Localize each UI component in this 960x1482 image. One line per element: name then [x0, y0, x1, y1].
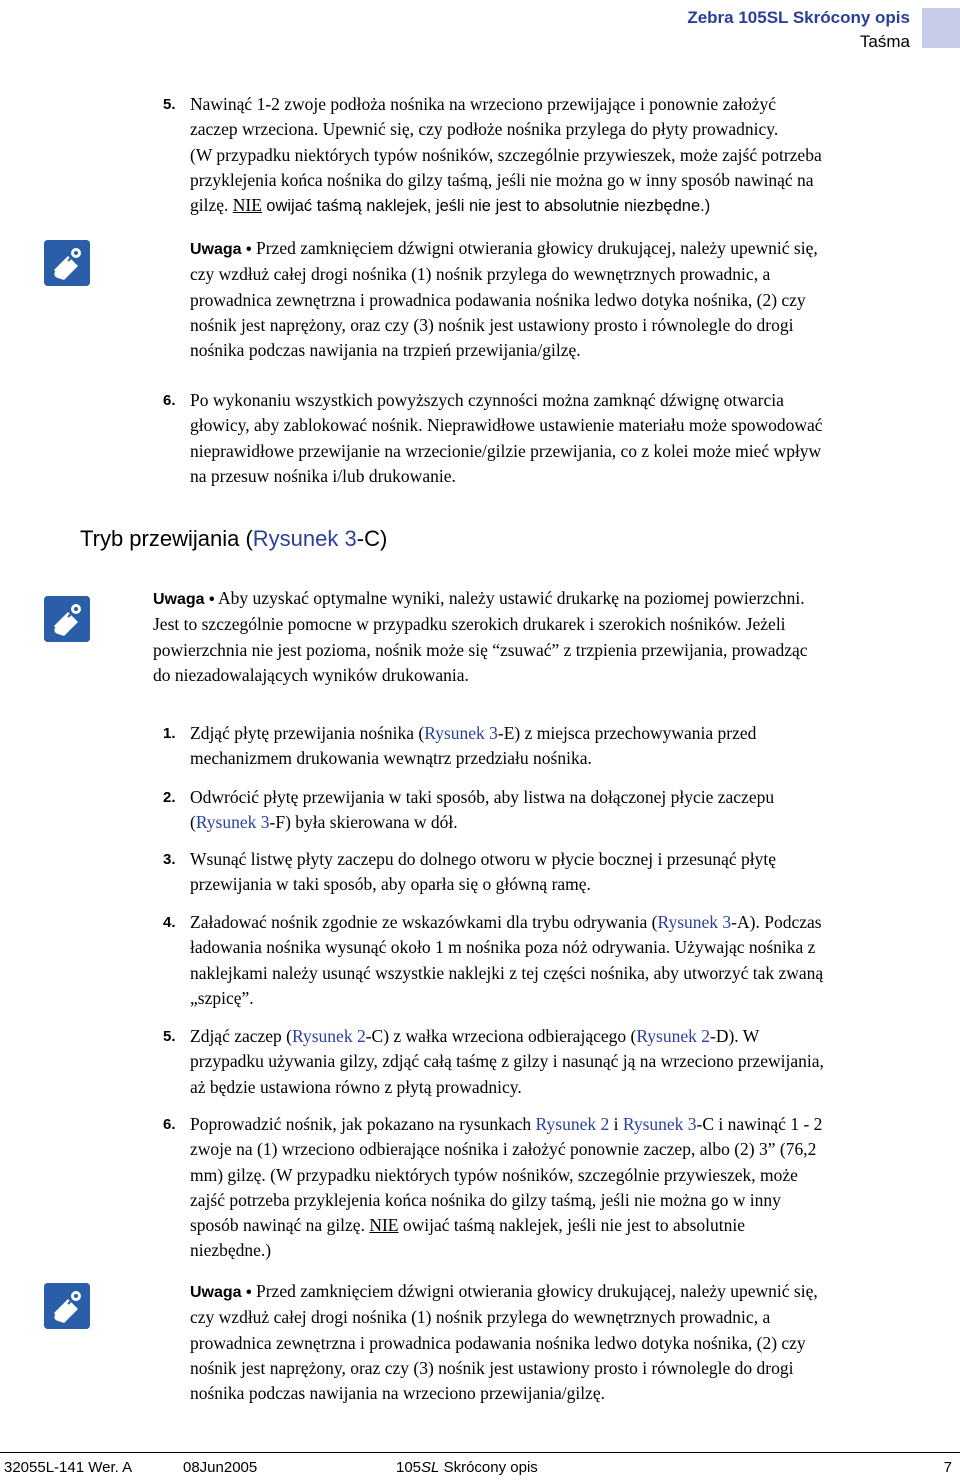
text-run: -E) z miejsca przechowywania przed	[497, 723, 757, 743]
footer-title-text: SL	[421, 1459, 440, 1476]
running-header-subtitle: Taśma	[859, 32, 910, 51]
text-line: „szpicę”.	[190, 987, 254, 1008]
text-line: powierzchnia nie jest pozioma, nośnik może się “zsuwać” z trzpienia przewijania, prowadząc	[153, 639, 808, 660]
step-number: 1.	[163, 725, 176, 742]
text-line: naklejkami należy usunąć wszystkie naklejki z tej części nośnika, aby utworzyć tak zwaną	[190, 962, 824, 983]
heading-text: Tryb przewijania (	[80, 526, 253, 551]
text-line: do niezadowalających wyników drukowania.	[153, 664, 469, 685]
note-2	[153, 586, 953, 688]
text-line: prowadnica zewnętrzna i prowadnica podawania nośnika ledwo dotyka nośnika, (2) czy	[190, 289, 806, 310]
text-line	[190, 1213, 950, 1238]
text-line: nieprawidłowe przewijanie na wrzecionie/gilzie przewijania, co z kolei może mieć wpływ	[190, 440, 822, 461]
text-line: Odwrócić płytę przewijania w taki sposób, aby listwa na dołączonej płycie zaczepu	[190, 787, 775, 807]
note-label: Uwaga •	[153, 591, 215, 608]
step-number: 6.	[163, 392, 176, 409]
text-line: zwoje na (1) wrzeciono odbierające nośnika i założyć ponownie zaczep, albo (2) 3” (76,2	[190, 1139, 817, 1160]
text-line: głowicy, aby zablokować nośnik. Nieprawidłowe ustawienie materiału może spowodować	[190, 415, 823, 436]
step-number: 6.	[163, 1116, 176, 1133]
text-line	[190, 721, 940, 746]
text-line: czy wzdłuż całej drogi nośnika (1) nośnik przylega do wewnętrznych prowadnic, a	[190, 1307, 771, 1328]
text-line	[190, 910, 950, 935]
note-1	[190, 236, 940, 363]
text-line: Wsunąć listwę płyty zaczepu do dolnego otworu w płycie bocznej i przesunąć płytę	[190, 849, 777, 869]
figure-link[interactable]: Rysunek 2	[535, 1114, 610, 1134]
text-run: owijać taśmą naklejek, jeśli nie jest to absolutnie niezbędne.)	[266, 197, 711, 216]
text-line: Nawinąć 1-2 zwoje podłoża nośnika na wrzeciono przewijające i ponownie założyć	[190, 94, 777, 114]
text-line	[190, 193, 930, 219]
figure-link[interactable]: Rysunek 3	[657, 912, 732, 932]
footer-title-text: 105	[396, 1459, 422, 1476]
footer-date: 08Jun2005	[183, 1459, 258, 1476]
text-run: -F) była skierowana w dół.	[269, 812, 458, 833]
note-label: Uwaga •	[190, 241, 252, 258]
step-number: 4.	[163, 914, 176, 931]
text-run: Poprowadzić nośnik, jak pokazano na rysunkach	[190, 1114, 532, 1134]
text-run: Zdjąć zaczep (	[190, 1026, 293, 1046]
text-line: (W przypadku niektórych typów nośników, szczególnie przywieszek, może zajść potrzeba	[190, 144, 822, 165]
page-number: 7	[943, 1459, 952, 1476]
text-run: (	[190, 812, 196, 833]
text-run: sposób nawinąć na gilzę.	[190, 1215, 365, 1236]
text-run: -A). Podczas	[731, 912, 822, 932]
text-line	[153, 586, 953, 612]
note-label: Uwaga •	[190, 1284, 252, 1301]
text-line: mechanizmem drukowania wewnątrz przedziału nośnika.	[190, 748, 592, 769]
text-line: nośnika podczas nawijania na wrzeciono przewijania/gilzę.	[190, 1383, 605, 1404]
figure-link[interactable]: Rysunek 2	[292, 1026, 366, 1046]
step-number: 2.	[163, 789, 176, 806]
text-run: Przed zamknięciem dźwigni otwierania głowicy drukującej, należy upewnić się,	[256, 238, 818, 258]
heading-text: -C)	[356, 526, 388, 551]
step-5-text	[190, 92, 930, 219]
text-run: owijać taśmą naklejek, jeśli nie jest to absolutnie	[402, 1215, 745, 1236]
footer-title	[396, 1458, 538, 1478]
step-4-text	[190, 910, 950, 1011]
text-line: przypadku używania gilzy, zdjąć całą taśmę z gilzy i nasunąć ją na wrzeciono przewijania,	[190, 1051, 824, 1072]
step-6-text	[190, 388, 930, 489]
figure-link[interactable]: Rysunek 3	[195, 812, 270, 833]
text-run: i	[613, 1114, 619, 1134]
step-number: 5.	[163, 1028, 176, 1045]
note-3	[190, 1279, 940, 1406]
emphasis-nie: NIE	[232, 195, 262, 216]
text-line: Po wykonaniu wszystkich powyższych czynności można zamknąć dźwignę otwarcia	[190, 390, 784, 410]
figure-link[interactable]: Rysunek 3	[424, 723, 498, 743]
text-run: Załadować nośnik zgodnie ze wskazówkami dla trybu odrywania (	[190, 912, 658, 932]
text-line	[190, 1024, 950, 1049]
note-pen-icon	[44, 596, 90, 642]
footer-doc-id: 32055L-141 Wer. A	[4, 1459, 133, 1476]
text-line	[190, 1279, 940, 1305]
text-line: nośnik jest naprężony, oraz czy (3) nośnik jest ustawiony prosto i równolegle do drogi	[190, 1357, 794, 1378]
text-line: aż będzie ustawiona równo z płytą prowadnicy.	[190, 1076, 522, 1097]
text-line: przewijania w taki sposób, aby oparła się o główną ramę.	[190, 874, 591, 895]
text-line: Jest to szczególnie pomocne w przypadku szerokich drukarek i szerokich nośników. Jeżeli	[153, 614, 786, 635]
text-run: -C) z wałka wrzeciona odbierającego (	[365, 1026, 637, 1046]
text-line: przyklejenia końca nośnika do gilzy taśmą, jeśli nie można go w inny sposób nawinąć na	[190, 169, 814, 190]
step-6b-text	[190, 1112, 950, 1264]
text-line: niezbędne.)	[190, 1240, 272, 1261]
step-number: 3.	[163, 851, 176, 868]
text-run: Przed zamknięciem dźwigni otwierania głowicy drukującej, należy upewnić się,	[256, 1281, 818, 1301]
text-line: prowadnica zewnętrzna i prowadnica podawania nośnika ledwo dotyka nośnika, (2) czy	[190, 1332, 806, 1353]
emphasis-nie: NIE	[369, 1215, 399, 1236]
section-heading	[80, 525, 387, 553]
header-tab-marker	[922, 8, 960, 48]
footer-rule	[0, 1452, 960, 1453]
text-line: zajść potrzeba przyklejenia końca nośnika do gilzy taśmą, jeśli nie można go w inny	[190, 1189, 781, 1210]
footer-title-text: Skrócony opis	[443, 1459, 538, 1476]
text-line: czy wzdłuż całej drogi nośnika (1) nośnik przylega do wewnętrznych prowadnic, a	[190, 264, 771, 285]
text-line: nośnik jest naprężony, oraz czy (3) nośnik jest ustawiony prosto i równolegle do drogi	[190, 314, 794, 335]
step-5b-text	[190, 1024, 950, 1100]
text-line: na przesuw nośnika i/lub drukowanie.	[190, 465, 456, 486]
text-line: nośnika podczas nawijania na trzpień przewijania/gilzę.	[190, 340, 581, 361]
figure-link[interactable]: Rysunek 3	[622, 1114, 697, 1134]
step-2-text	[190, 785, 940, 836]
note-pen-icon	[44, 240, 90, 286]
figure-link[interactable]: Rysunek 3	[252, 526, 357, 551]
text-run: -C i nawinąć 1 - 2	[696, 1114, 823, 1134]
running-header-title: Zebra 105SL Skrócony opis	[687, 8, 910, 27]
text-line	[190, 1112, 950, 1137]
step-3-text	[190, 847, 940, 898]
text-line: ładowania nośnika wysunąć około 1 m nośnika poza nóż odrywania. Używając nośnika z	[190, 937, 816, 958]
text-line	[190, 810, 940, 835]
text-run: Aby uzyskać optymalne wyniki, należy ustawić drukarkę na poziomej powierzchni.	[218, 588, 805, 608]
step-1-text	[190, 721, 940, 772]
text-run: gilzę.	[190, 195, 229, 216]
text-run: Zdjąć płytę przewijania nośnika (	[190, 723, 425, 743]
text-line: mm) gilzę. (W przypadku niektórych typów nośników, szczególnie przywieszek, może	[190, 1164, 798, 1185]
step-number: 5.	[163, 96, 176, 113]
figure-link[interactable]: Rysunek 2	[636, 1026, 711, 1046]
text-line: zaczep wrzeciona. Upewnić się, czy podłoże nośnika przylega do płyty prowadnicy.	[190, 119, 779, 140]
text-line	[190, 236, 940, 262]
text-run: -D). W	[710, 1026, 760, 1046]
note-pen-icon	[44, 1283, 90, 1329]
